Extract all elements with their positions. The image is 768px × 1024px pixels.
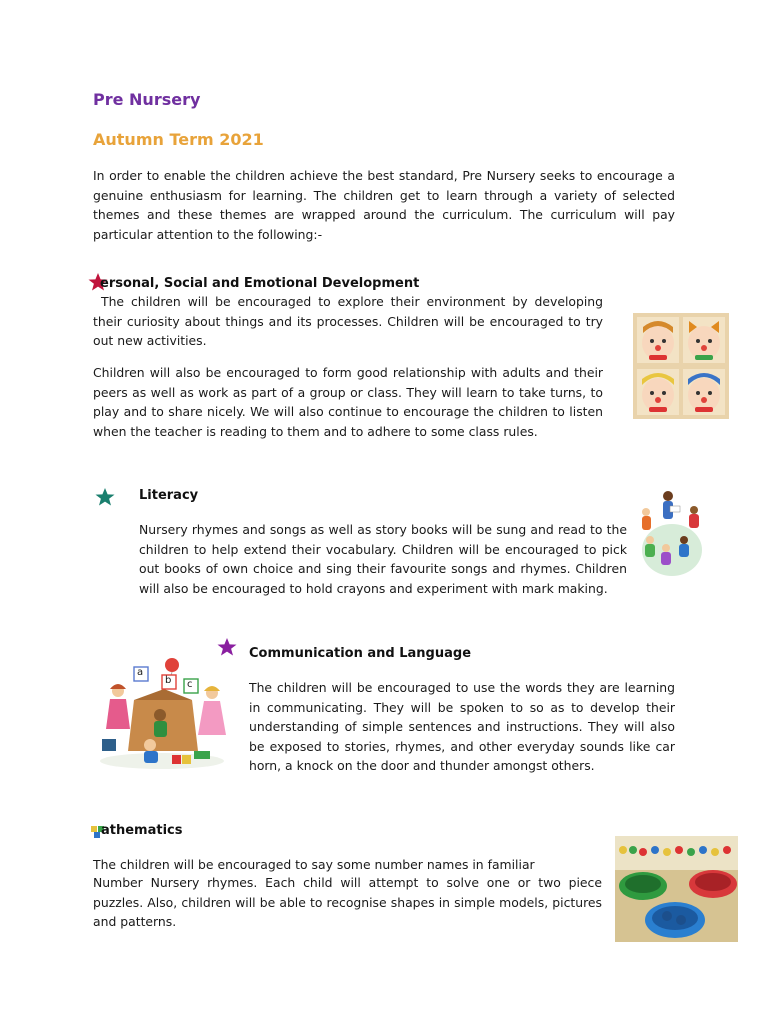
block-letter-c: c [187,679,193,690]
teal-star-icon [95,487,115,507]
story-time-image [636,488,704,578]
mathematics-line-1: The children will be encouraged to say some number names in familiar [93,857,535,872]
mathematics-heading [90,822,290,842]
psed-paragraph-2: Children will also be encouraged to form good relationship with adults and their peers as well as work as part of a group or class. They will learn to take turns, to play and to share nicely. We will also continue to encourage the children to listen when the teacher is reading to them and to adhere to some class rules. [93,365,603,439]
faces-puzzle-image [633,313,729,419]
page-title: Pre Nursery [93,90,201,109]
children-playing-image [94,655,230,773]
literacy-heading: Literacy [139,488,199,503]
term-subtitle: Autumn Term 2021 [93,130,264,149]
block-letter-b: b [165,675,172,686]
communication-heading: Communication and Language [249,646,472,661]
block-letter-a: a [137,667,144,678]
psed-paragraph-1: The children will be encouraged to explore their environment by developing their curiosity about things and its processes. Children will be encouraged to try out new activities. [93,294,603,349]
intro-paragraph: In order to enable the children achieve the best standard, Pre Nursery seeks to encourage a genuine enthusiasm for learning. The children get to learn through a variety of selected themes and these themes are wrapped around the curriculum. The curriculum will pay particular attention to the following:- [93,168,675,242]
mathematics-paragraph: Number Nursery rhymes. Each child will attempt to solve one or two piece puzzles. Also, children will be able to recognise shapes in simple models, pictures and patterns. [93,875,602,930]
mathematics-heading-text: athematics [101,823,183,838]
literacy-paragraph: Nursery rhymes and songs as well as story books will be sung and read to the children to help extend their vocabulary. Children will be encouraged to pick out books of own choice and sing their favourite songs and rhymes. Children will also be encouraged to hold crayons and experiment with mark making. [139,522,627,596]
psed-heading-text: ersonal, Social and Emotional Development [100,276,420,291]
purple-star-icon [217,637,237,657]
communication-paragraph: The children will be encouraged to use the words they are learning in communicating. They will be spoken to so as to develop their understanding of simple sentences and instructions. They will also be exposed to stories, rhymes, and other everyday sounds like car horn, a knock on the door and thunder amongst others. [249,680,675,774]
counting-bears-image [615,836,738,942]
